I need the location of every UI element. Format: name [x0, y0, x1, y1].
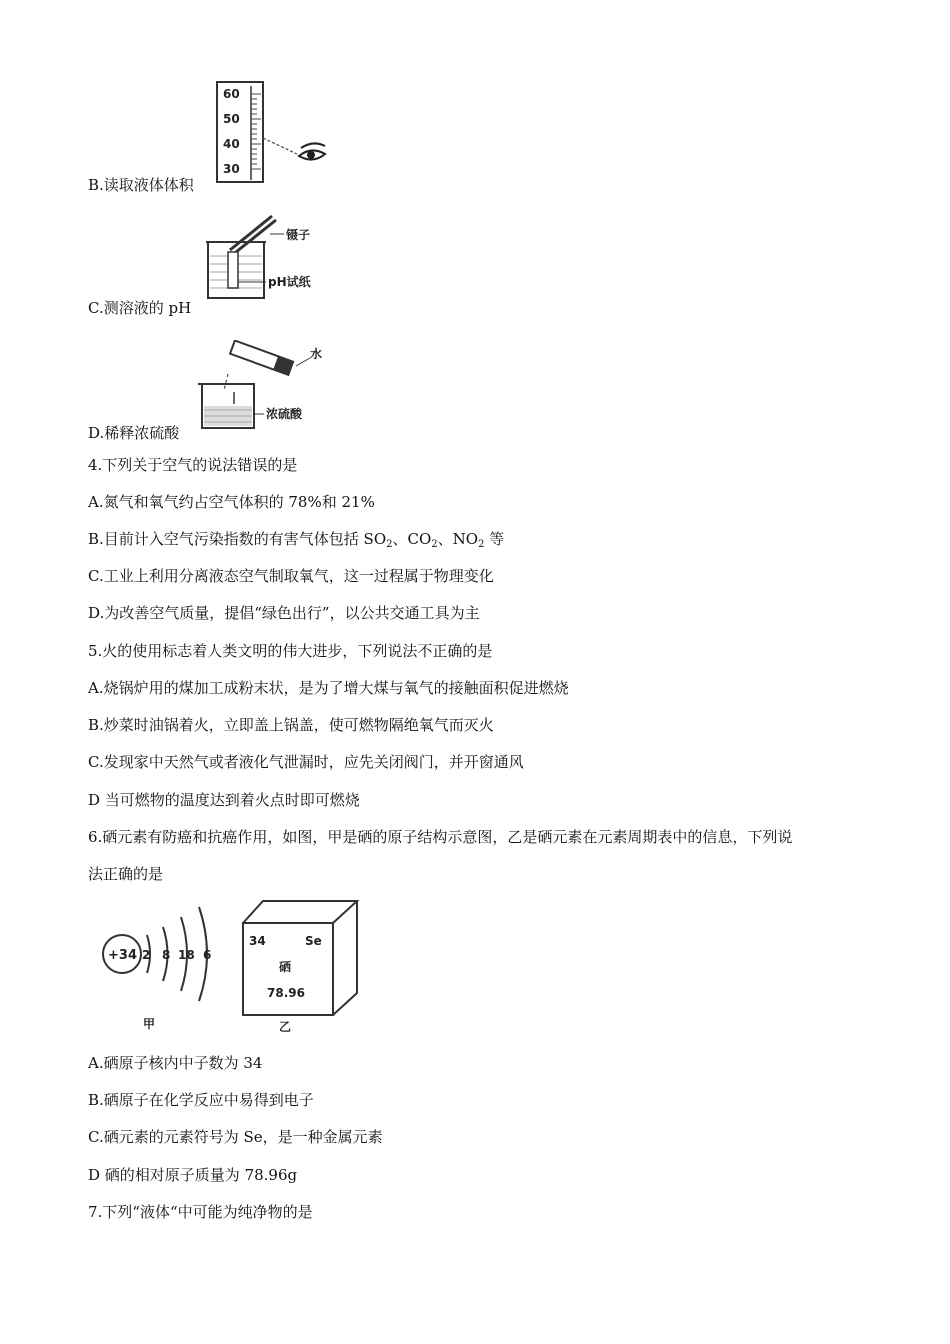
nucleus-charge: +34 — [108, 948, 137, 963]
cylinder-tick-40: 40 — [223, 137, 240, 151]
cylinder-tick-60: 60 — [223, 87, 240, 101]
ph-test-figure — [200, 212, 340, 302]
ph-paper-label: pH试纸 — [268, 275, 311, 289]
shell-1: 2 — [142, 948, 151, 962]
tweezers-label: 镊子 — [286, 228, 311, 242]
q5-stem: 5.火的使用标志着人类文明的伟大进步，下列说法不正确的是 — [88, 642, 493, 660]
eye-icon — [299, 143, 325, 159]
dilution-figure — [190, 340, 340, 432]
q3-option-d: D.稀释浓硫酸 — [88, 424, 180, 442]
q5-option-c: C.发现家中天然气或者液化气泄漏时，应先关闭阀门，并开窗通风 — [88, 753, 524, 771]
measuring-cylinder-figure — [205, 80, 335, 185]
q6-option-a: A.硒原子核内中子数为 34 — [88, 1054, 263, 1072]
q5-option-d: D 当可燃物的温度达到着火点时即可燃烧 — [88, 791, 360, 809]
q4-option-c: C.工业上利用分离液态空气制取氧气，这一过程属于物理变化 — [88, 567, 494, 585]
element-symbol: Se — [305, 934, 322, 948]
q5-option-b: B.炒菜时油锅着火，立即盖上锅盖，使可燃物隔绝氧气而灭火 — [88, 716, 494, 734]
caption-yi: 乙 — [279, 1020, 292, 1034]
water-label: 水 — [310, 347, 323, 361]
atomic-number: 34 — [249, 934, 266, 948]
shell-3: 18 — [178, 948, 195, 962]
q4-stem: 4.下列关于空气的说法错误的是 — [88, 456, 298, 474]
element-name: 硒 — [279, 960, 292, 974]
acid-label: 浓硫酸 — [266, 407, 303, 421]
q7-stem: 7.下列“液体“中可能为纯净物的是 — [88, 1203, 313, 1221]
q3-option-b: B.读取液体体积 — [88, 176, 194, 194]
q6-stem-line2: 法正确的是 — [88, 865, 164, 883]
cylinder-tick-30: 30 — [223, 162, 240, 176]
q4-option-a: A.氮气和氧气约占空气体积的 78%和 21% — [88, 493, 375, 511]
selenium-figure — [95, 893, 375, 1035]
q6-option-c: C.硒元素的元素符号为 Se，是一种金属元素 — [88, 1128, 383, 1146]
shell-4: 6 — [203, 948, 212, 962]
q6-option-b: B.硒原子在化学反应中易得到电子 — [88, 1091, 314, 1109]
q5-option-a: A.烧锅炉用的煤加工成粉末状，是为了增大煤与氧气的接触面积促进燃烧 — [88, 679, 569, 697]
caption-jia: 甲 — [143, 1017, 156, 1031]
atomic-mass: 78.96 — [267, 986, 305, 1000]
q4-option-d: D.为改善空气质量，提倡“绿色出行”，以公共交通工具为主 — [88, 604, 480, 622]
q6-stem-line1: 6.硒元素有防癌和抗癌作用，如图，甲是硒的原子结构示意图，乙是硒元素在元素周期表中的信息，下列说 — [88, 828, 793, 846]
cylinder-tick-50: 50 — [223, 112, 240, 126]
q3-option-c: C.测溶液的 pH — [88, 299, 192, 317]
shell-2: 8 — [162, 948, 171, 962]
q4-option-b: B.目前计入空气污染指数的有害气体包括 $SO_2$、$CO_2$、$NO_2$ 等 — [88, 530, 505, 550]
q6-option-d: D 硒的相对原子质量为 78.96g — [88, 1166, 298, 1184]
